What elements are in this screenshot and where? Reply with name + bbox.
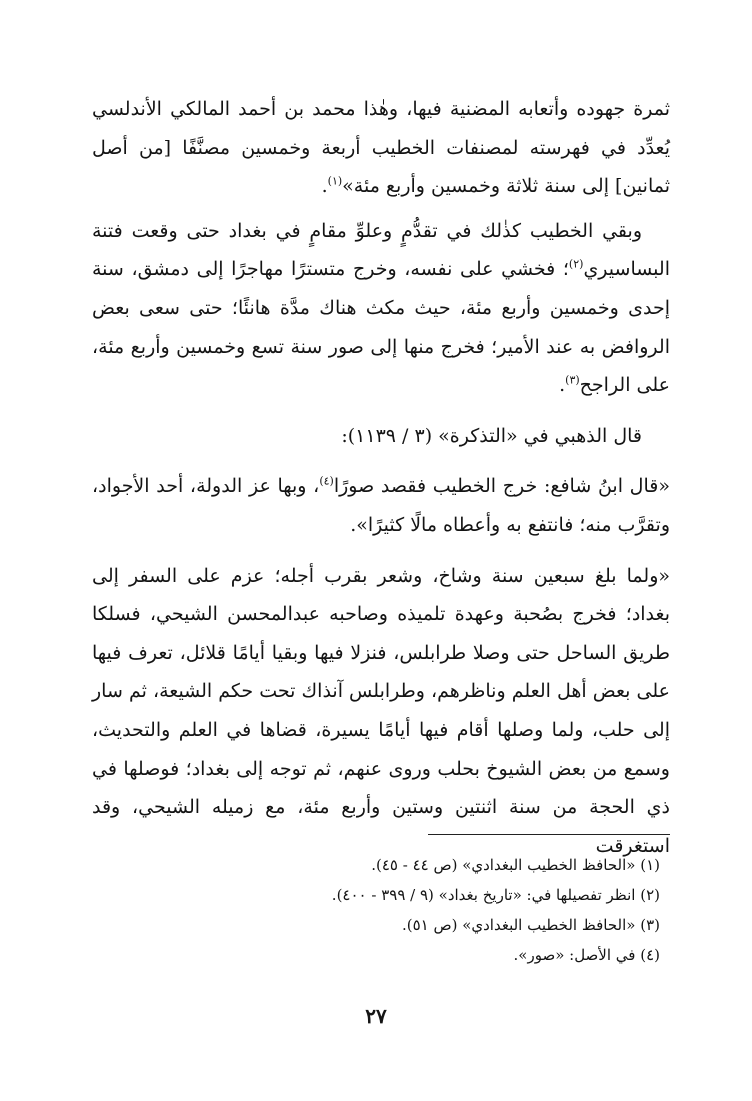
paragraph-2 — [92, 212, 670, 405]
paragraph-1-end: . — [321, 175, 328, 198]
spacer — [92, 455, 670, 467]
footnote-2: (٢) انظر تفصيلها في: «تاريخ بغداد» (٩ / ٣٩٩ - ٤٠٠). — [331, 886, 660, 904]
paragraph-4-text: «قال ابنُ شافع: خرج الخطيب فقصد صورًا — [333, 475, 670, 498]
paragraph-1-text: ثمرة جهوده وأتعابه المضنية فيها، وهٰذا محمد بن أحمد المالكي الأندلسي يُعدِّد في فهرسته لمصنفات الخطيب أربعة وخمسين مصنَّفًا [من أصل ثمانين] إلى سنة ثلاثة وخمسين وأربع مئة» — [92, 98, 670, 198]
paragraph-2-text-cont: ؛ فخشي على نفسه، وخرج متسترًا مهاجرًا إلى دمشق، سنة إحدى وخمسين وأربع مئة، حيث مكث هناك مدَّة هانئًا؛ حتى سعى بعض الروافض به عند الأمير؛ فخرج منها إلى صور سنة تسع وخمسين وأربع مئة، على الراجح — [92, 258, 670, 397]
footnotes — [92, 850, 670, 970]
paragraph-4 — [92, 467, 670, 544]
spacer — [92, 545, 670, 557]
footnote-ref-4: (٤) — [319, 475, 334, 489]
paragraph-4-text-cont: ، وبها عز الدولة، أحد الأجواد، وتقرَّب منه؛ فانتفع به وأعطاه مالًا كثيرًا». — [92, 475, 670, 536]
footnote-3: (٣) «الحافظ الخطيب البغدادي» (ص ٥١). — [401, 916, 660, 934]
paragraph-1 — [92, 90, 670, 206]
quote-intro: قال الذهبي في «التذكرة» (٣ / ١١٣٩): — [341, 424, 642, 447]
footnote-divider — [428, 834, 670, 835]
main-text — [92, 90, 670, 865]
footnote-1: (١) «الحافظ الخطيب البغدادي» (ص ٤٤ - ٤٥). — [371, 856, 660, 874]
footnote-ref-1: (١) — [327, 174, 343, 188]
paragraph-2-end: . — [559, 374, 566, 397]
page-number: ٢٧ — [365, 1004, 387, 1028]
footnote-ref-3: (٣) — [565, 373, 580, 387]
paragraph-2-text: وبقي الخطيب كذٰلك في تقدُّمٍ وعلوِّ مقامٍ في بغداد حتى وقعت فتنة البساسيري — [92, 219, 670, 281]
footnote-ref-2: (٢) — [568, 258, 584, 272]
spacer — [92, 405, 670, 417]
footnote-4: (٤) في الأصل: «صور». — [513, 946, 660, 964]
paragraph-5: «ولما بلغ سبعين سنة وشاخ، وشعر بقرب أجله؛ عزم على السفر إلى بغداد؛ فخرج بصُحبة وعهدة تلميذه وصاحبه عبدالمحسن الشيحي، فسلكا طريق الساحل حتى وصلا طرابلس، فنزلا فيها وبقيا أيامًا قلائل، تعرف فيها على بعض أهل العلم وناظرهم، وطرابلس آنذاك تحت حكم الشيعة، ثم سار إلى حلب، ولما وصلها أقام فيها أيامًا يسيرة، قضاها في العلم والتحديث، وسمع من بعض الشيوخ بحلب وروى عنهم، ثم توجه إلى بغداد؛ فوصلها في ذي الحجة من سنة اثنتين وستين وأربع مئة، مع زميله الشيحي، وقد استغرقت — [92, 564, 670, 857]
